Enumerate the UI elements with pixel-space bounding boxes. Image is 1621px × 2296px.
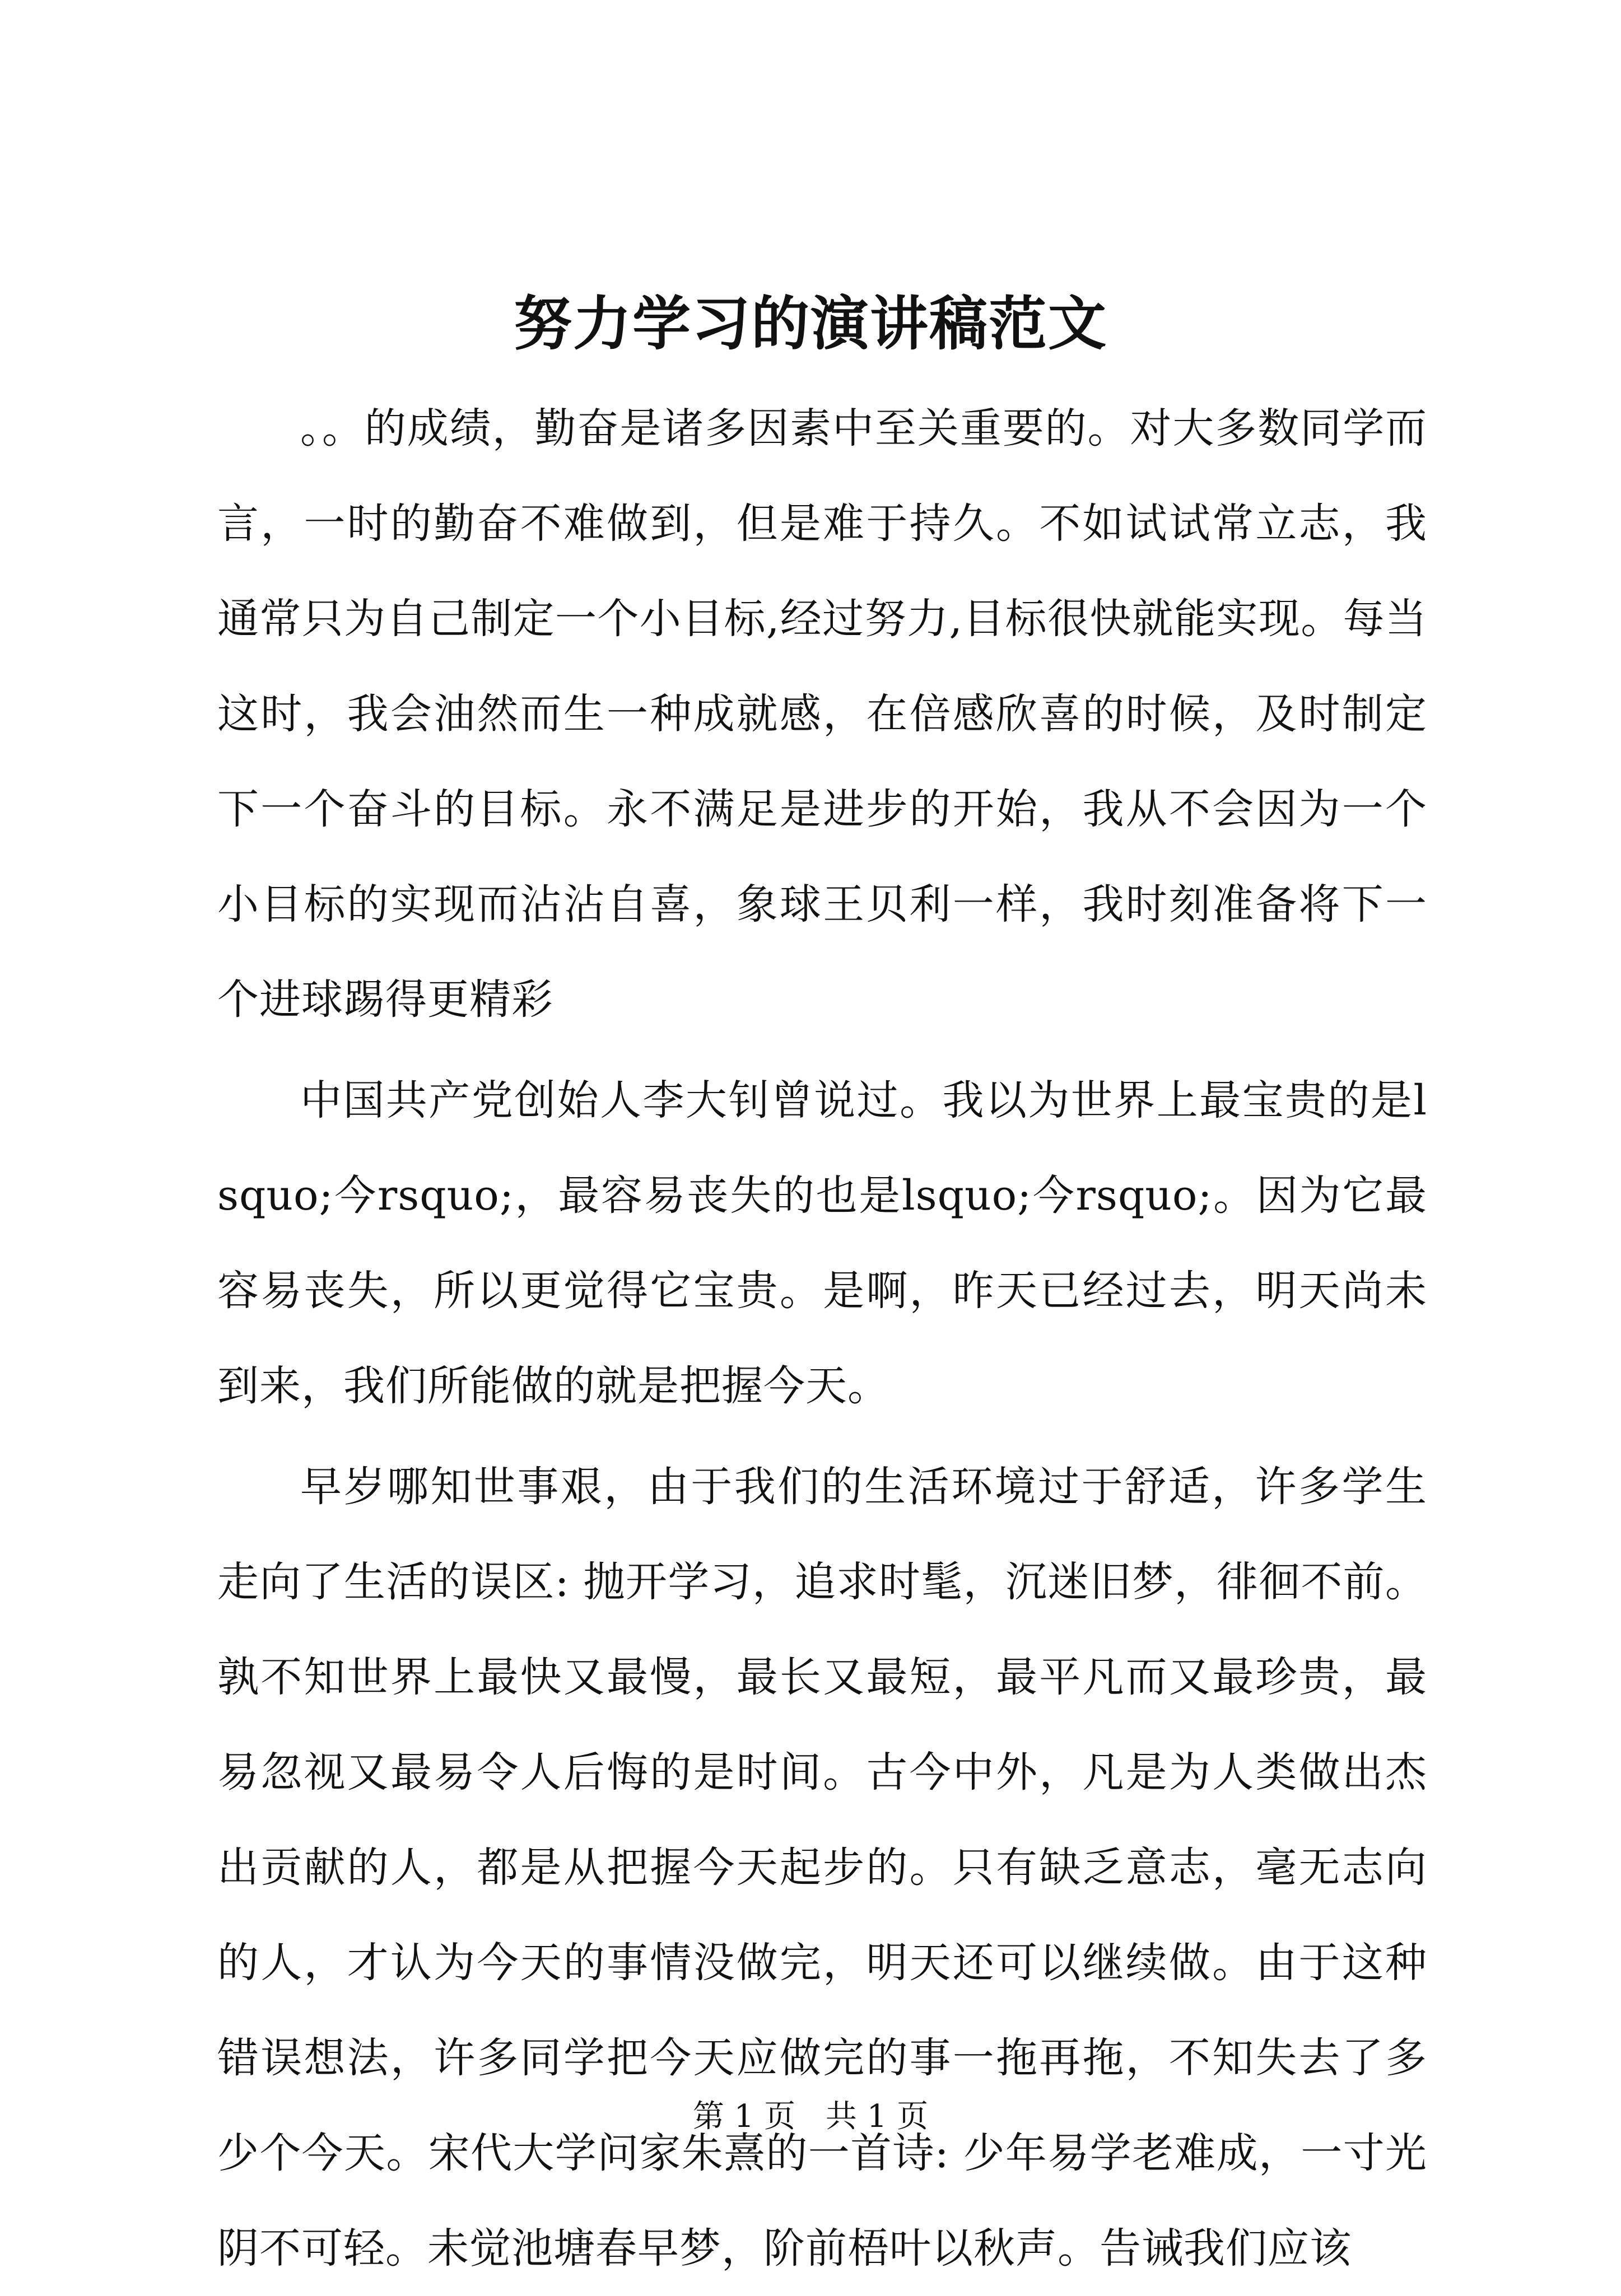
page-footer	[0, 2094, 1621, 2139]
paragraph-1: 。。的成绩，勤奋是诸多因素中至关重要的。对大多数同学而言，一时的勤奋不难做到，但是难于持久。不如试试常立志，我通常只为自己制定一个小目标,经过努力,目标很快就能实现。每当这时，我会油然而生一种成就感，在倍感欣喜的时候，及时制定下一个奋斗的目标。永不满足是进步的开始，我从不会因为一个小目标的实现而沾沾自喜，象球王贝利一样，我时刻准备将下一个进球踢得更精彩	[217, 404, 1427, 1024]
page-number-total: 共 1 页	[825, 2098, 929, 2135]
document-body	[217, 381, 1427, 2296]
paragraph-2: 中国共产党创始人李大钊曾说过。我以为世界上最宝贵的是lsquo;今rsquo;，最容易丧失的也是lsquo;今rsquo;。因为它最容易丧失，所以更觉得它宝贵。是啊，昨天已经过去，明天尚未到来，我们所能做的就是把握今天。	[217, 1076, 1427, 1410]
document-title: 努力学习的演讲稿范文	[513, 289, 1107, 358]
page-number-current: 第 1 页	[692, 2098, 796, 2135]
paragraph-3: 早岁哪知世事艰，由于我们的生活环境过于舒适，许多学生走向了生活的误区: 抛开学习，追求时髦，沉迷旧梦，徘徊不前。孰不知世界上最快又最慢，最长又最短，最平凡而又最珍贵，最易忽视又最易令人后悔的是时间。古今中外，凡是为人类做出杰出贡献的人，都是从把握今天起步的。只有缺乏意志，毫无志向的人，才认为今天的事情没做完，明天还可以继续做。由于这种错误想法，许多同学把今天应做完的事一拖再拖，不知失去了多少个今天。宋代大学问家朱熹的一首诗: 少年易学老难成，一寸光阴不可轻。未觉池塘春早梦，阶前梧叶以秋声。告诫我们应该	[217, 1463, 1427, 2272]
